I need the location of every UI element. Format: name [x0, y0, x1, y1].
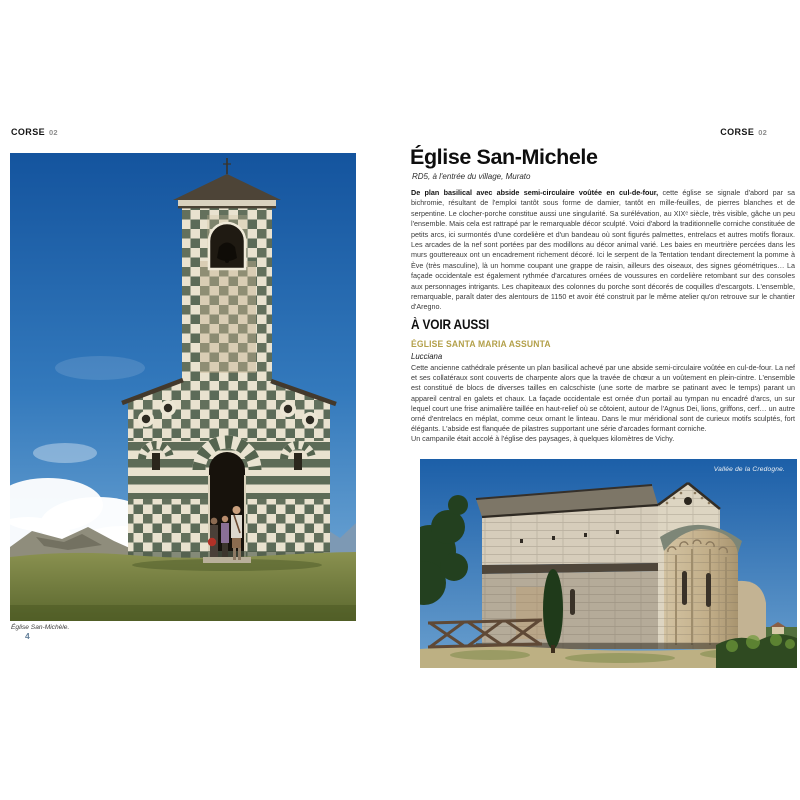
see-also-heading: À VOIR AUSSI	[411, 317, 489, 332]
see-also-location: Lucciana	[411, 352, 443, 361]
article-intro-paragraph	[411, 188, 795, 313]
running-head-region: CORSE	[11, 127, 46, 137]
intro-body-text: cette église se signale d'abord par sa bichromie, résultant de l'emploi tantôt sous forme de damier, tantôt en mille-feuilles, de pierres blanches et de serpentine. Le clocher-porche constitue aussi une singularité. Sa surélévation, au XIXᵉ siècle, très visible, gâche un peu l'ensemble. Mais cela est rattrapé par le remarquable décor sculpté. Voici d'abord la traditionnelle corniche constituée de petits arcs, ici surmontés d'une cordelière et d'un bandeau où sont figurés palmettes, entrelacs et autres motifs floraux. Les arcades de la nef sont portées par des modillons au décor animal varié. Les baies en meurtrière percées dans les murs gouttereaux ont un encadrement richement décoré. Ici le serpent de la Tentation tendant directement la pomme à Ève (très masculine), là un homme coupant une grappe de raisin, ailleurs des oiseaux, des signes géométriques… La façade occidentale est également rythmée d'arcatures ornées de voussures en cordelière retombant sur des consoles aux personnages intrigants. Les chapiteaux des colonnes du porche sont décorés de coquilles d'escargots. L'ensemble, remarquable, paraît dater des alentours de 1150 et avoir été construit par le même atelier qu'on retrouve sur le chantier d'Aregno.	[411, 188, 795, 312]
see-also-body-text: Cette ancienne cathédrale présente un plan basilical achevé par une abside semi-circulaire voûtée en cul-de-four. La nef et ses collatéraux sont couverts de charpente alors que la travée de chœur a un voûtement en plein-cintre. L'ensemble est constitué de blocs de diverses tailles en calcschiste (une sorte de marbre se patinant avec le temps) parant un appareil central en galets et chaux. La façade occidentale est ornée d'un portail au tympan nu encadré d'arcs, un sur lequel court une frise animalière taillée en haut-relief où se côtoient, autour de l'Agnus Dei, lions, griffons, cerf… un autre orné d'entrelacs en méplat, comme ceux ornant le linteau. Dans le mur méridional sont de curieux motifs sculptés, fort élégants. L'abside est flanquée de pilastres supportant une série d'arcades formant corniche.	[411, 363, 795, 434]
running-head-region: CORSE	[720, 127, 755, 137]
running-head-right	[678, 127, 767, 137]
secondary-photo-illustration	[420, 459, 797, 668]
page-number: 4	[25, 631, 30, 641]
see-also-note: Un campanile était accolé à l'église des paysages, à quelques kilomètres de Vichy.	[411, 434, 675, 444]
main-photo-caption: Église San-Michèle.	[11, 624, 70, 631]
intro-bold-lead: De plan basilical avec abside semi-circulaire voûtée en cul-de-four,	[411, 188, 659, 197]
article-title: Église San-Michele	[410, 145, 598, 169]
main-photo	[10, 153, 356, 621]
running-head-left	[11, 127, 58, 137]
secondary-photo-caption: Vallée de la Credogne.	[713, 466, 785, 473]
article-subtitle: RD5, à l'entrée du village, Murato	[412, 172, 531, 181]
main-photo-illustration	[10, 153, 356, 621]
running-head-number: 02	[49, 128, 58, 137]
running-head-number: 02	[758, 128, 767, 137]
see-also-paragraph	[411, 363, 795, 445]
secondary-photo	[420, 459, 797, 668]
see-also-church-name: ÉGLISE SANTA MARIA ASSUNTA	[411, 339, 551, 350]
